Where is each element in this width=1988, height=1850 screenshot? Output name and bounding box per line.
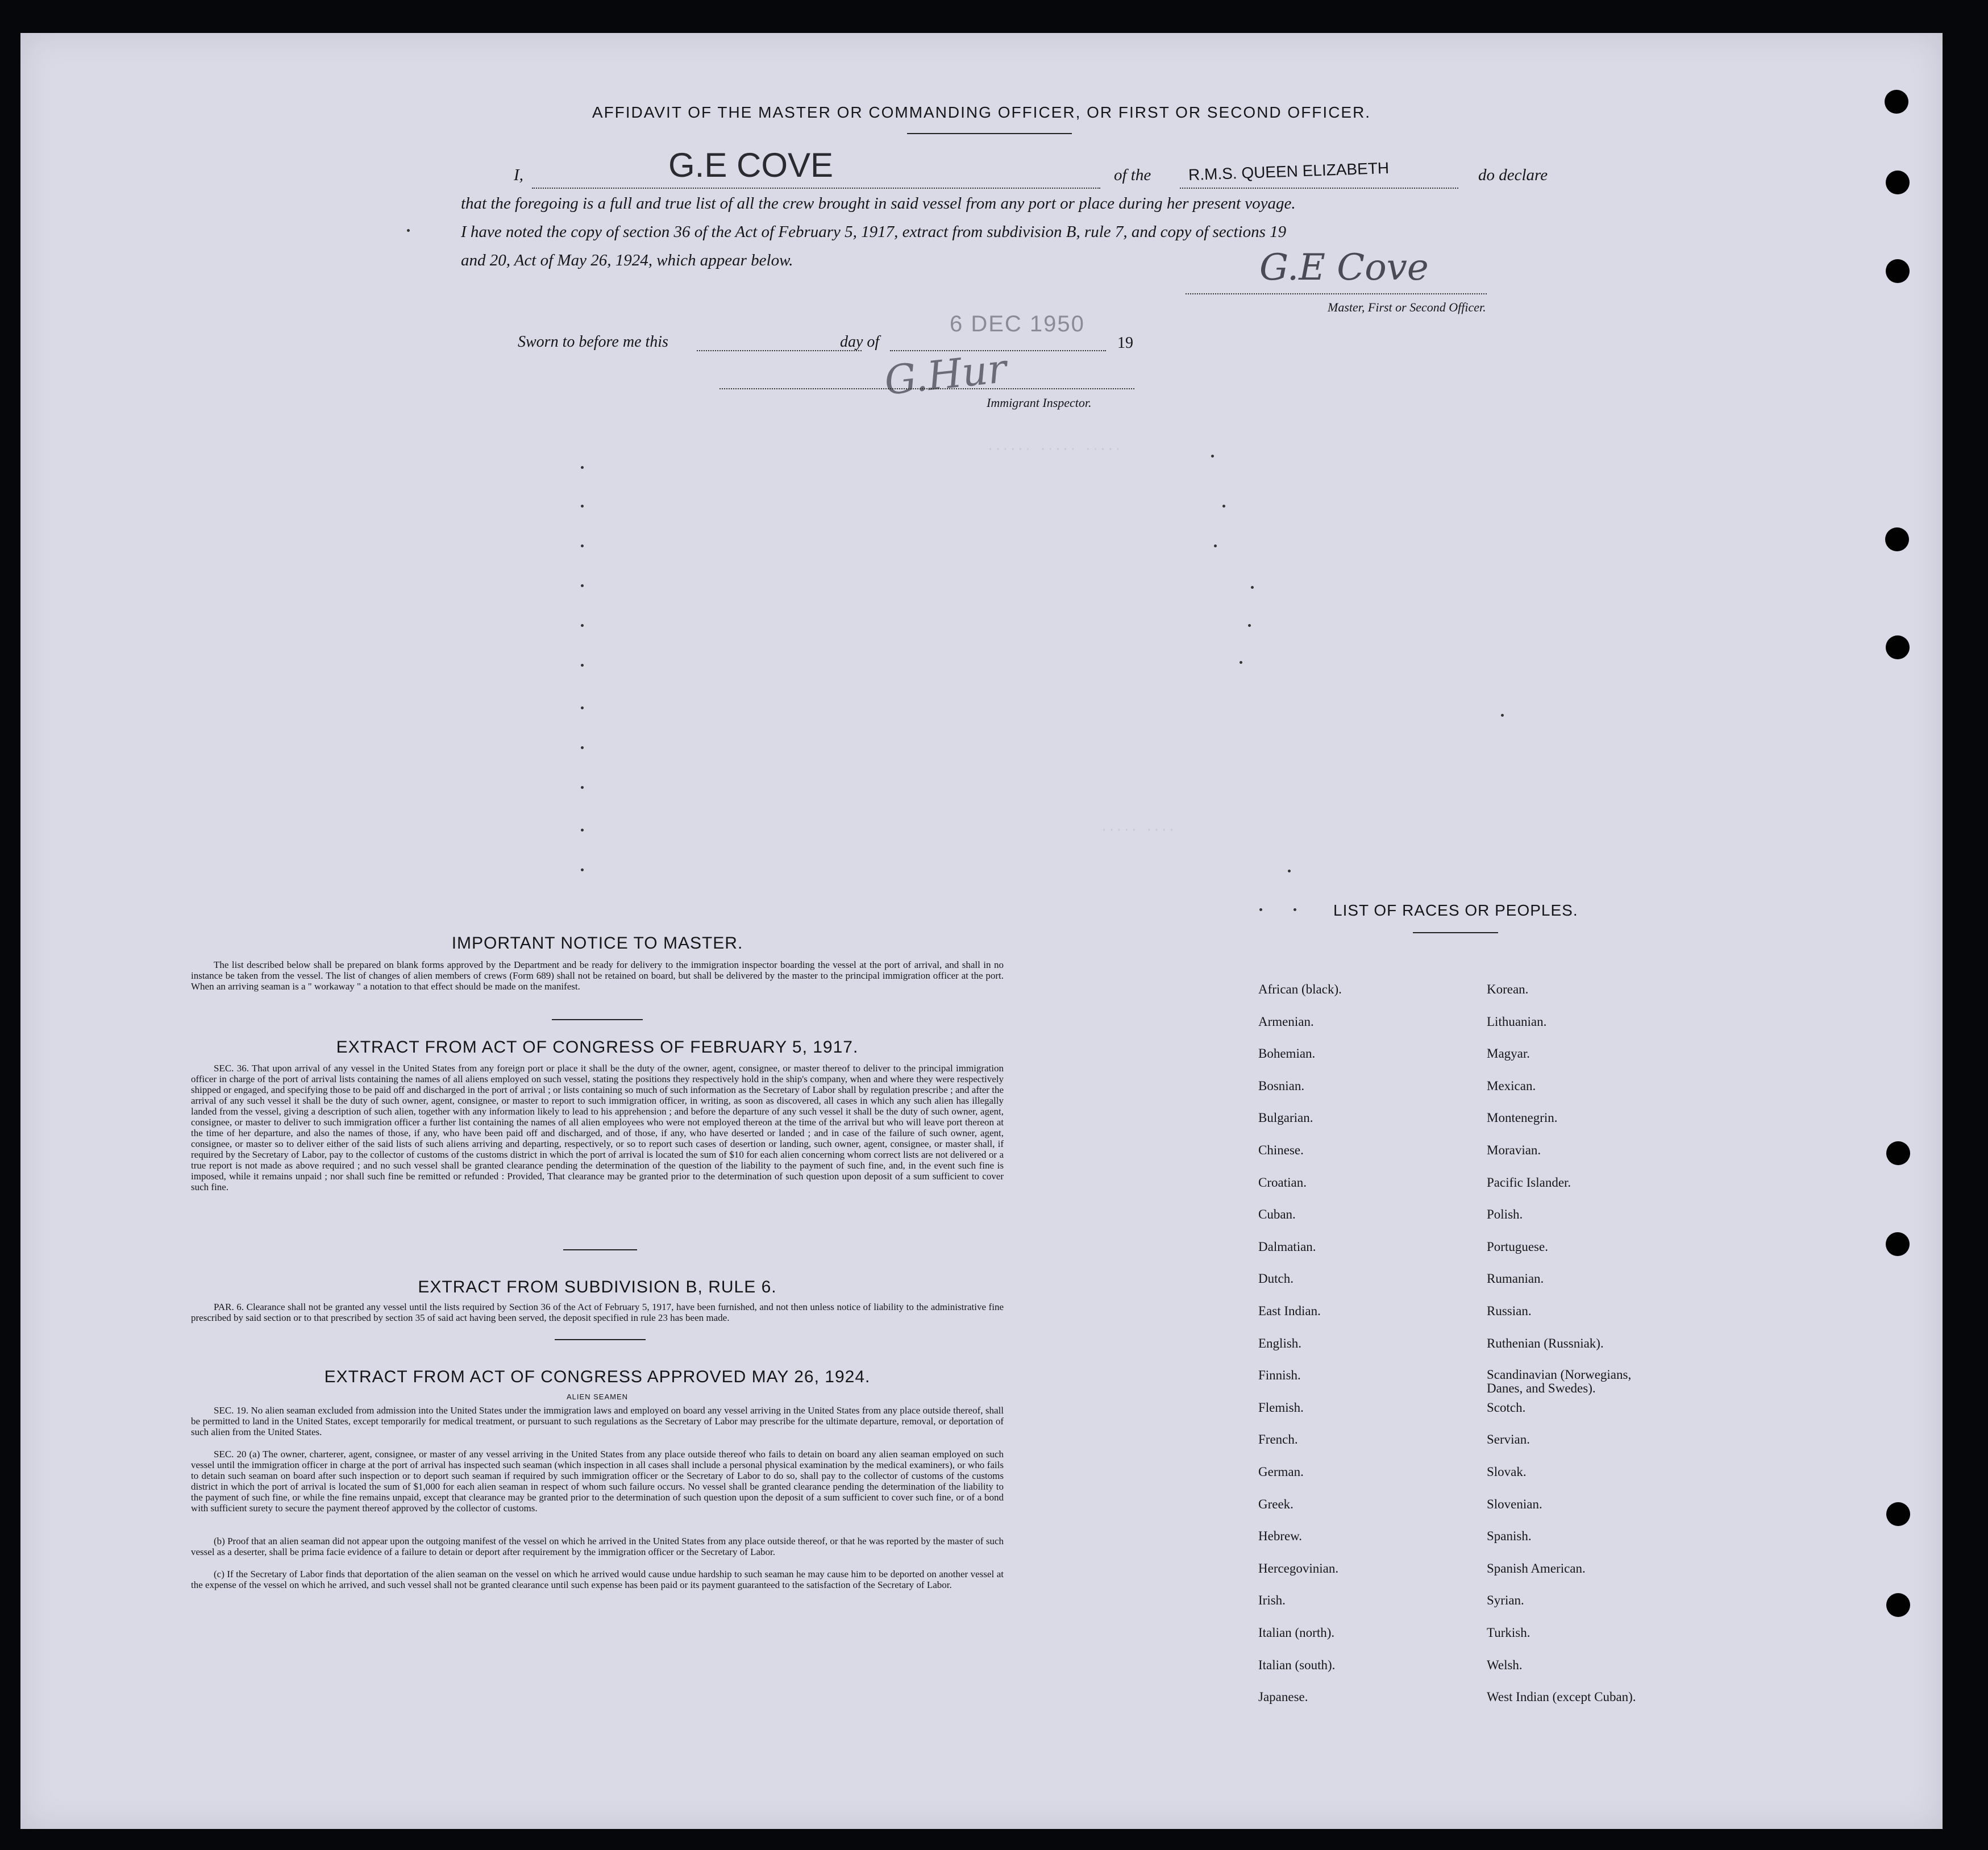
punch-hole [1886, 1502, 1910, 1526]
race-item: Bulgarian. [1258, 1111, 1313, 1125]
race-item: Dalmatian. [1258, 1240, 1316, 1254]
race-item: Spanish American. [1487, 1561, 1586, 1575]
sworn-day-line [697, 350, 862, 351]
race-item: Scotch. [1487, 1400, 1526, 1415]
stray-dot [581, 466, 584, 469]
race-item: East Indian. [1258, 1304, 1321, 1318]
race-item: English. [1258, 1336, 1302, 1350]
race-item: Pacific Islander. [1487, 1175, 1571, 1190]
stray-dot [581, 786, 584, 789]
stray-dot [581, 584, 584, 587]
extract-1917-heading: EXTRACT FROM ACT OF CONGRESS OF FEBRUARY 5, 1917. [336, 1038, 859, 1057]
notice-rule [552, 1019, 643, 1020]
race-item: Croatian. [1258, 1175, 1307, 1190]
bleed-through: ······ ····· ····· [987, 442, 1122, 456]
race-item: West Indian (except Cuban). [1487, 1690, 1636, 1704]
rule-6-rule [555, 1339, 646, 1340]
race-item: Welsh. [1487, 1658, 1523, 1672]
i-label: I, [514, 166, 523, 184]
race-item: Hercegovinian. [1258, 1561, 1339, 1575]
stray-dot [1288, 870, 1291, 872]
stray-dot [581, 505, 584, 508]
inspector-signature: G.Hur [882, 344, 1009, 405]
race-item: Turkish. [1487, 1625, 1530, 1640]
extract-1917-rule [563, 1249, 637, 1250]
race-item: Armenian. [1258, 1015, 1314, 1029]
extract-1917-text: SEC. 36. That upon arrival of any vessel in the United States from any foreign port or place it shall be the duty of the owner, agent, consignee, or master thereof to deliver to the principal immigration officer in charge of the port of arrival lists containing the names of all aliens employed on such vessel, stating the positions they respectively hold in the ship's company, when and where they were respectively shipped or engaged, and specifying those to be paid off and discharged in the port of arrival ; or lists containing so much of such information as the Secretary of Labor shall by regulation prescribe ; and after the arrival of any such vessel it shall be the duty of such owner, agent, consignee, or master to report to such immigration officer, in writing, as soon as discovered, all cases in which any such alien has illegally landed from the vessel, giving a description of such alien, together with any information likely to lead to his apprehension ; and before the departure of any such vessel it shall be the duty of such owner, agent, consignee, or master to deliver to such immigration officer a further list containing the names of all alien employees who were not employed thereon at the time of the arrival but who will leave port thereon at the time of her departure, and also the names of those, if any, who have been paid off and discharged, and of those, if any, who have deserted or landed ; and in case of the failure of such owner, agent, consignee, or master so to deliver either of the said lists of such aliens arriving and departing, respectively, or so to report such cases of desertion or landing, such owner, agent, consignee, or master shall, if required by the Secretary of Labor, pay to the collector of customs of the customs district in which the port of arrival is located the sum of $10 for each alien concerning whom correct lists are not delivered or a true report is not made as above required ; and no such vessel shall be granted clearance pending the determination of the question of the liability to the payment of such fine, and, in the event such fine is imposed, while it remains unpaid ; nor shall such fine be remitted or refunded : Provided, That clearance may be granted prior to the determination of such question upon deposit of a sum sufficient to cover such fine. [191, 1063, 1004, 1192]
race-item: Polish. [1487, 1207, 1523, 1221]
document-page [20, 33, 1943, 1829]
stray-dot [581, 624, 584, 627]
race-item: Dutch. [1258, 1271, 1294, 1286]
bleed-through: ····· ···· [1100, 823, 1176, 837]
punch-hole [1886, 1141, 1910, 1165]
day-of-label: day of [840, 333, 880, 351]
punch-hole [1886, 1593, 1910, 1617]
stray-dot [1222, 505, 1225, 508]
do-declare-label: do declare [1478, 166, 1548, 184]
punch-hole [1885, 527, 1909, 551]
stray-dot [1248, 624, 1251, 627]
race-item: Korean. [1487, 982, 1529, 996]
year-prefix: 19 [1117, 334, 1133, 352]
master-name-handwritten: G.E COVE [668, 146, 834, 184]
punch-hole [1886, 1232, 1910, 1256]
race-item: Rumanian. [1487, 1271, 1544, 1286]
race-item: Finnish. [1258, 1368, 1301, 1382]
race-item: Moravian. [1487, 1143, 1541, 1157]
race-item: Bohemian. [1258, 1046, 1316, 1061]
of-the-label: of the [1114, 166, 1151, 184]
declaration-line-1: that the foregoing is a full and true list of all the crew brought in said vessel from any port or place during her present voyage. [461, 194, 1296, 213]
punch-hole [1886, 635, 1910, 659]
race-item: Irish. [1258, 1593, 1286, 1607]
race-item: French. [1258, 1432, 1298, 1446]
race-item: Russian. [1487, 1304, 1532, 1318]
race-item: Italian (north). [1258, 1625, 1335, 1640]
title-rule [907, 133, 1072, 134]
race-item: Cuban. [1258, 1207, 1296, 1221]
race-item: African (black). [1258, 982, 1342, 996]
stray-dot [581, 706, 584, 709]
stray-dot [1214, 544, 1217, 547]
declaration-line-3: and 20, Act of May 26, 1924, which appear below. [461, 251, 793, 269]
stray-dot [1251, 586, 1254, 589]
sec-20b-text: (b) Proof that an alien seaman did not appear upon the outgoing manifest of the vessel on which he arrived in the United States from any place outside thereof, or that he was reported by the master of such vessel as a deserter, shall be prima facie evidence of a failure to detain or deport after requirement by the immigration officer or the Secretary of Labor. [191, 1536, 1004, 1557]
inspector-line [719, 388, 1134, 389]
stray-dot [581, 746, 584, 749]
sec-20a-text: SEC. 20 (a) The owner, charterer, agent, consignee, or master of any vessel arriving in the United States from any place outside thereof who fails to detain on board any alien seaman employed on such vessel until the immigration officer in charge at the port of arrival has inspected such seaman (which inspection in all cases shall include a personal physical examination by the medical examiners), or who fails to detain such seaman on board after such inspection or to deport such seaman if required by such immigration officer or the Secretary of Labor to do so, shall pay to the collector of customs of the customs district in which the port of arrival is located the sum of $1,000 for each alien seaman in respect of whom such failure occurs. No vessel shall be granted clearance pending the determination of the liability to the payment of such fine, or while the fine remains unpaid, except that clearance may be granted prior to the determination of such question upon the deposit of a sum sufficient to cover such fine, or of a bond with sufficient surety to secure the payment thereof approved by the collector of customs. [191, 1449, 1004, 1514]
signature-line [1186, 293, 1487, 294]
race-item: Greek. [1258, 1497, 1294, 1511]
race-item: Flemish. [1258, 1400, 1304, 1415]
race-item: German. [1258, 1465, 1304, 1479]
stray-dot [1294, 908, 1296, 911]
race-item: Magyar. [1487, 1046, 1530, 1061]
stray-dot [581, 544, 584, 547]
race-item: Slovenian. [1487, 1497, 1542, 1511]
sworn-label: Sworn to before me this [518, 333, 668, 351]
affidavit-title: AFFIDAVIT OF THE MASTER OR COMMANDING OFFICER, OR FIRST OR SECOND OFFICER. [592, 103, 1371, 121]
stray-dot [1501, 714, 1504, 717]
stray-dot [1211, 455, 1214, 458]
sec-19-text: SEC. 19. No alien seaman excluded from admission into the United States under the immigration laws and employed on board any vessel arriving in the United States from any place outside thereof, shall be permitted to land in the United States, except temporarily for medical treatment, or pursuant to such regulations as the Secretary of Labor may prescribe for the ultimate departure, removal, or deportation of such alien from the United States. [191, 1405, 1004, 1437]
punch-hole [1886, 259, 1910, 283]
race-item: Chinese. [1258, 1143, 1304, 1157]
notice-text: The list described below shall be prepared on blank forms approved by the Department and be ready for delivery to the immigration inspector boarding the vessel at the port of arrival, and shall in no instance be taken from the vessel. The list of changes of alien members of crews (Form 689) shall not be retained on board, but shall be delivered by the master to the principal immigration officer at the port. When an arriving seaman is a " workaway " a notation to that effect should be made on the manifest. [191, 959, 1004, 992]
stray-dot [1240, 661, 1242, 664]
sec-20c-text: (c) If the Secretary of Labor finds that deportation of the alien seaman on the vessel on which he arrived would cause undue hardship to such seaman he may cause him to be deported on another vessel at the expense of the vessel on which he arrived, and such vessel shall not be granted clearance until such expense has been paid or its payment guaranteed to the satisfaction of the Secretary of Labor. [191, 1569, 1004, 1590]
inspector-caption: Immigrant Inspector. [987, 396, 1092, 410]
stray-dot [581, 868, 584, 871]
race-item: Italian (south). [1258, 1658, 1336, 1672]
master-signature: G.E Cove [1259, 247, 1429, 289]
date-stamp: 6 DEC 1950 [950, 311, 1085, 336]
stray-dot [407, 229, 410, 232]
rule-6-heading: EXTRACT FROM SUBDIVISION B, RULE 6. [418, 1278, 777, 1296]
signature-caption: Master, First or Second Officer. [1328, 300, 1486, 314]
race-item: Slovak. [1487, 1465, 1527, 1479]
race-item: Mexican. [1487, 1079, 1536, 1093]
race-item: Scandinavian (Norwegians, Danes, and Swedes). [1487, 1367, 1632, 1395]
race-item: Ruthenian (Russniak). [1487, 1336, 1604, 1350]
notice-heading: IMPORTANT NOTICE TO MASTER. [451, 934, 743, 953]
race-item: Servian. [1487, 1432, 1530, 1446]
name-line [532, 188, 1100, 189]
vessel-line [1180, 188, 1458, 189]
races-rule [1413, 932, 1498, 933]
race-item: Japanese. [1258, 1690, 1308, 1704]
extract-1924-heading: EXTRACT FROM ACT OF CONGRESS APPROVED MAY 26, 1924. [324, 1367, 871, 1386]
race-item: Syrian. [1487, 1593, 1524, 1607]
stray-dot [1259, 908, 1262, 911]
race-item: Hebrew. [1258, 1529, 1303, 1543]
declaration-line-2: I have noted the copy of section 36 of the Act of February 5, 1917, extract from subdivision B, rule 7, and copy of sections 19 [461, 223, 1287, 241]
punch-hole [1886, 171, 1910, 194]
race-item: Portuguese. [1487, 1240, 1548, 1254]
alien-seamen-subheading: ALIEN SEAMEN [566, 1392, 629, 1401]
race-item: Bosnian. [1258, 1079, 1305, 1093]
races-heading: LIST OF RACES OR PEOPLES. [1333, 901, 1578, 919]
stray-dot [581, 829, 584, 832]
stray-dot [581, 664, 584, 667]
race-item: Lithuanian. [1487, 1015, 1547, 1029]
race-item: Montenegrin. [1487, 1111, 1558, 1125]
race-item: Spanish. [1487, 1529, 1532, 1543]
rule-6-text: PAR. 6. Clearance shall not be granted any vessel until the lists required by Section 36 of the Act of February 5, 1917, have been furnished, and not then unless notice of liability to the administrative fine prescribed by said section or to that prescribed by section 35 of said act having been served, the deposit specified in rule 23 has been made. [191, 1302, 1004, 1323]
vessel-name: R.M.S. QUEEN ELIZABETH [1188, 159, 1390, 184]
